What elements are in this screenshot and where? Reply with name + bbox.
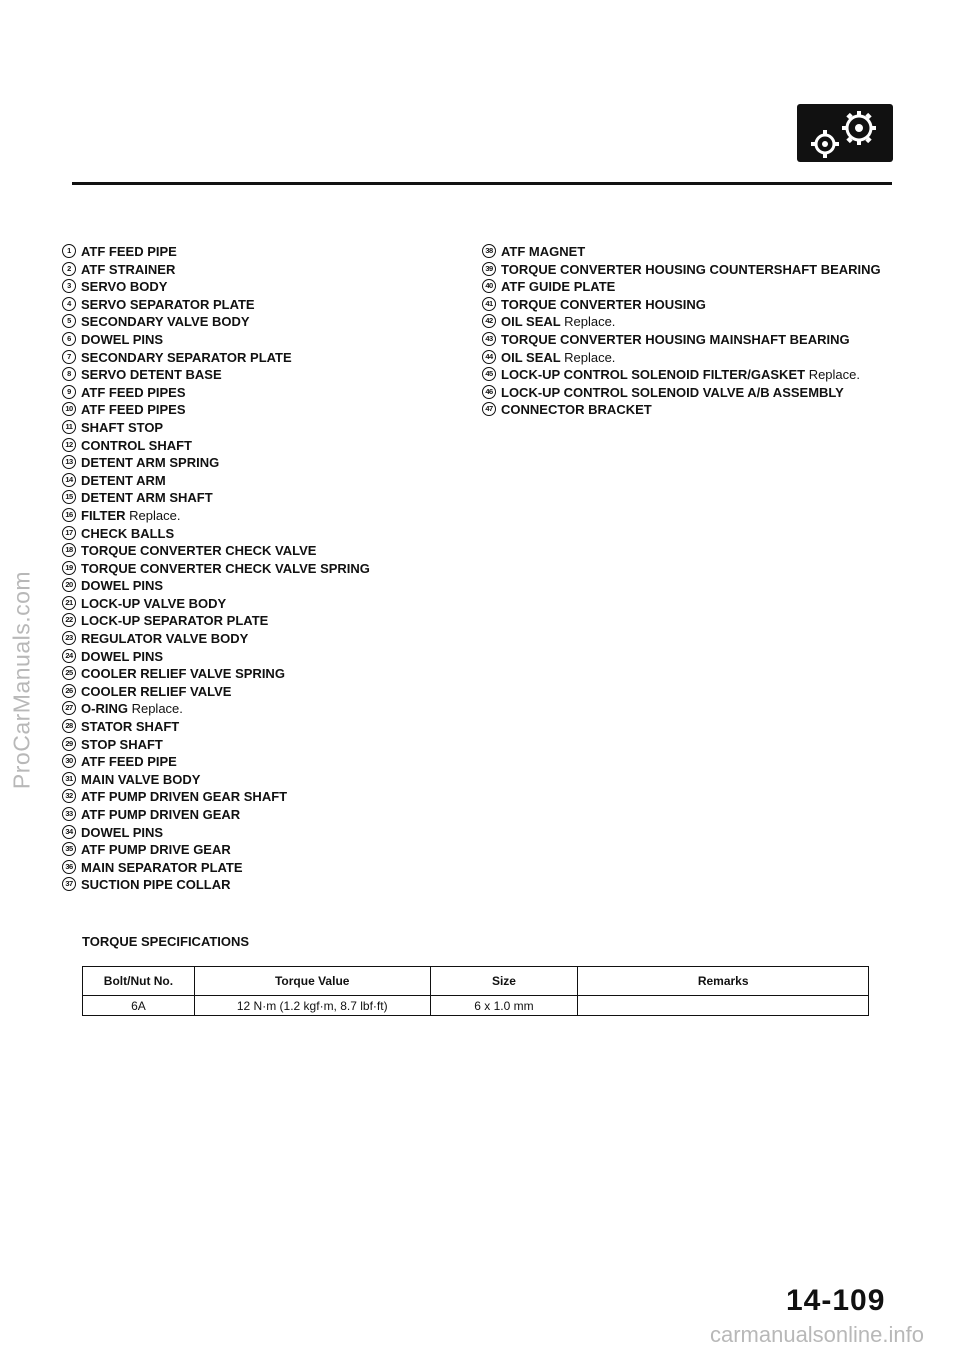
part-number-badge: 13 [62, 455, 76, 469]
list-item [62, 577, 462, 595]
list-item [62, 542, 462, 560]
list-item [62, 243, 462, 261]
part-entry [81, 859, 462, 877]
cell-torque-value: 12 N·m (1.2 kgf·m, 8.7 lbf·ft) [194, 996, 430, 1016]
part-entry [81, 261, 462, 279]
header-remarks: Remarks [578, 967, 869, 996]
part-number-badge: 28 [62, 719, 76, 733]
part-number-badge: 15 [62, 490, 76, 504]
list-item [62, 665, 462, 683]
part-entry [81, 577, 462, 595]
part-entry [501, 261, 902, 279]
list-item [62, 401, 462, 419]
part-number-badge: 3 [62, 279, 76, 293]
list-item [62, 525, 462, 543]
part-number-badge: 47 [482, 402, 496, 416]
part-entry [81, 824, 462, 842]
part-entry [501, 313, 902, 331]
list-item [482, 366, 902, 384]
list-item [62, 630, 462, 648]
list-item [62, 595, 462, 613]
part-entry [81, 278, 462, 296]
list-item [62, 296, 462, 314]
watermark-carmanualsonline: carmanualsonline.info [709, 1322, 924, 1347]
part-entry [501, 296, 902, 314]
part-entry [81, 313, 462, 331]
list-item [62, 841, 462, 859]
part-entry [81, 683, 462, 701]
list-item [62, 859, 462, 877]
part-entry [81, 700, 462, 718]
part-number-badge: 6 [62, 332, 76, 346]
list-item [482, 384, 902, 402]
list-item [62, 718, 462, 736]
part-name: ATF PUMP DRIVEN GEAR [81, 807, 241, 822]
part-name: DOWEL PINS [81, 648, 164, 664]
part-entry [81, 489, 462, 507]
list-item [62, 788, 462, 806]
part-name: ATF PUMP DRIVEN GEAR SHAFT [81, 789, 288, 805]
part-entry [81, 560, 462, 578]
part-note: Replace. [564, 314, 616, 330]
part-name: DOWEL PINS [81, 824, 164, 840]
part-name: SUCTION PIPE COLLAR [81, 877, 231, 893]
part-number-badge: 9 [62, 385, 76, 399]
part-name: O-RING [81, 701, 128, 717]
list-item [62, 384, 462, 402]
part-number-badge: 4 [62, 297, 76, 311]
part-name: CONNECTOR BRACKET [501, 402, 652, 418]
part-name: MAIN SEPARATOR PLATE [81, 859, 243, 875]
part-name: COOLER RELIEF VALVE [81, 683, 232, 699]
list-item [62, 736, 462, 754]
part-name: DETENT ARM [81, 472, 166, 488]
part-number-badge: 5 [62, 314, 76, 328]
list-item [482, 331, 902, 349]
part-entry [81, 401, 462, 419]
part-name: OIL SEAL [501, 314, 561, 330]
part-name: STATOR SHAFT [81, 719, 180, 735]
part-name: LOCK-UP CONTROL SOLENOID VALVE A/B ASSEMBLY [501, 384, 844, 400]
part-name: ATF STRAINER [81, 261, 176, 277]
watermark-procarmanuals: ProCarManuals.com [8, 570, 35, 790]
part-number-badge: 12 [62, 438, 76, 452]
list-item [62, 437, 462, 455]
part-number-badge: 11 [62, 420, 76, 434]
part-number-badge: 26 [62, 684, 76, 698]
part-name: TORQUE CONVERTER CHECK VALVE [81, 543, 317, 559]
list-item [62, 419, 462, 437]
part-number-badge: 43 [482, 332, 496, 346]
header-bolt-nut-no: Bolt/Nut No. [83, 967, 195, 996]
part-name: TORQUE CONVERTER HOUSING COUNTERSHAFT BEARING [501, 261, 881, 277]
part-name: ATF PUMP DRIVE GEAR [81, 842, 231, 858]
part-entry [81, 331, 462, 349]
part-name: SHAFT STOP [81, 419, 164, 435]
part-name: DETENT ARM SPRING [81, 455, 220, 471]
list-item [62, 683, 462, 701]
part-number-badge: 34 [62, 825, 76, 839]
part-entry [81, 612, 462, 630]
part-name: SECONDARY VALVE BODY [81, 314, 250, 330]
list-item [62, 560, 462, 578]
part-entry [81, 384, 462, 402]
part-number-badge: 29 [62, 737, 76, 751]
part-number-badge: 31 [62, 772, 76, 786]
part-number-badge: 33 [62, 807, 76, 821]
part-number-badge: 1 [62, 244, 76, 258]
part-entry [81, 349, 462, 367]
part-note: Replace. [808, 367, 860, 383]
header-rule [72, 182, 892, 185]
table-header-row [83, 967, 869, 996]
part-number-badge: 46 [482, 385, 496, 399]
part-name: CHECK BALLS [81, 525, 175, 541]
parts-list-right [482, 243, 902, 419]
part-note: Replace. [131, 701, 183, 717]
list-item [62, 331, 462, 349]
part-name: SERVO SEPARATOR PLATE [81, 296, 255, 312]
part-number-badge: 42 [482, 314, 496, 328]
part-entry [81, 296, 462, 314]
part-name: DOWEL PINS [81, 331, 164, 347]
part-number-badge: 27 [62, 701, 76, 715]
page-number: 14-109 [786, 1284, 886, 1317]
list-item [62, 876, 462, 894]
part-entry [81, 419, 462, 437]
list-item [482, 349, 902, 367]
list-item [62, 612, 462, 630]
list-item [62, 261, 462, 279]
part-name: TORQUE CONVERTER HOUSING MAINSHAFT BEARING [501, 331, 850, 347]
part-name: ATF GUIDE PLATE [501, 279, 616, 295]
list-item [62, 806, 462, 824]
cell-bolt-nut-no: 6A [83, 996, 195, 1016]
header-size: Size [430, 967, 578, 996]
part-name: ATF FEED PIPES [81, 384, 186, 400]
part-entry [501, 278, 902, 296]
part-number-badge: 19 [62, 561, 76, 575]
list-item [62, 507, 462, 525]
part-number-badge: 23 [62, 631, 76, 645]
part-entry [81, 648, 462, 666]
part-entry [501, 331, 902, 349]
list-item [62, 753, 462, 771]
part-entry [81, 525, 462, 543]
part-entry [81, 595, 462, 613]
part-name: ATF FEED PIPE [81, 244, 177, 259]
list-item [62, 278, 462, 296]
part-entry [501, 401, 902, 419]
list-item [62, 472, 462, 490]
list-item [482, 313, 902, 331]
part-number-badge: 30 [62, 754, 76, 768]
part-entry [81, 718, 462, 736]
part-name: LOCK-UP VALVE BODY [81, 595, 227, 611]
part-number-badge: 22 [62, 613, 76, 627]
list-item [62, 824, 462, 842]
list-item [62, 489, 462, 507]
part-entry [81, 507, 462, 525]
part-number-badge: 37 [62, 877, 76, 891]
list-item [62, 648, 462, 666]
cell-remarks [578, 996, 869, 1016]
list-item [62, 454, 462, 472]
list-item [482, 243, 902, 261]
part-number-badge: 2 [62, 262, 76, 276]
part-name: STOP SHAFT [81, 736, 163, 752]
part-entry [81, 454, 462, 472]
part-entry [501, 384, 902, 402]
part-name: LOCK-UP CONTROL SOLENOID FILTER/GASKET [501, 367, 806, 383]
part-number-badge: 39 [482, 262, 496, 276]
part-name: SECONDARY SEPARATOR PLATE [81, 349, 292, 365]
part-name: COOLER RELIEF VALVE SPRING [81, 666, 285, 682]
part-entry [81, 243, 462, 261]
part-entry [81, 788, 462, 806]
table-row [83, 996, 869, 1016]
header-torque-value: Torque Value [194, 967, 430, 996]
part-name: FILTER [81, 507, 126, 523]
part-entry [81, 753, 462, 771]
part-name: OIL SEAL [501, 349, 561, 365]
part-entry [501, 243, 902, 261]
part-name: CONTROL SHAFT [81, 437, 192, 453]
torque-spec-table [82, 966, 869, 1016]
list-item [62, 366, 462, 384]
part-entry [501, 349, 902, 367]
part-entry [81, 771, 462, 789]
part-number-badge: 24 [62, 649, 76, 663]
part-number-badge: 18 [62, 543, 76, 557]
part-number-badge: 38 [482, 244, 496, 258]
part-entry [81, 472, 462, 490]
part-name: LOCK-UP SEPARATOR PLATE [81, 613, 269, 629]
part-number-badge: 14 [62, 473, 76, 487]
part-name: ATF FEED PIPE [81, 754, 177, 770]
part-number-badge: 21 [62, 596, 76, 610]
parts-list-left [62, 243, 462, 894]
part-entry [81, 806, 462, 824]
part-note: Replace. [129, 507, 181, 523]
part-number-badge: 16 [62, 508, 76, 522]
list-item [482, 296, 902, 314]
part-name: ATF FEED PIPES [81, 402, 186, 418]
part-name: TORQUE CONVERTER CHECK VALVE SPRING [81, 560, 370, 576]
list-item [482, 278, 902, 296]
part-number-badge: 45 [482, 367, 496, 381]
cell-size: 6 x 1.0 mm [430, 996, 578, 1016]
part-name: REGULATOR VALVE BODY [81, 631, 249, 647]
part-number-badge: 35 [62, 842, 76, 856]
part-entry [81, 736, 462, 754]
list-item [482, 261, 902, 279]
list-item [62, 771, 462, 789]
part-note: Replace. [564, 349, 616, 365]
part-name: MAIN VALVE BODY [81, 771, 201, 787]
part-number-badge: 36 [62, 860, 76, 874]
torque-spec-title: TORQUE SPECIFICATIONS [82, 934, 250, 949]
part-entry [81, 630, 462, 648]
list-item [62, 700, 462, 718]
part-name: DETENT ARM SHAFT [81, 490, 213, 506]
part-entry [81, 437, 462, 455]
part-number-badge: 25 [62, 666, 76, 680]
list-item [482, 401, 902, 419]
part-name: SERVO BODY [81, 279, 168, 295]
part-name: DOWEL PINS [81, 578, 164, 594]
part-entry [81, 876, 462, 894]
part-number-badge: 32 [62, 789, 76, 803]
part-number-badge: 7 [62, 350, 76, 364]
list-item [62, 313, 462, 331]
part-number-badge: 40 [482, 279, 496, 293]
transmission-gears-icon [797, 104, 893, 162]
part-entry [81, 841, 462, 859]
part-number-badge: 20 [62, 578, 76, 592]
part-number-badge: 41 [482, 297, 496, 311]
part-entry [501, 366, 902, 384]
part-number-badge: 8 [62, 367, 76, 381]
part-number-badge: 10 [62, 402, 76, 416]
part-name: TORQUE CONVERTER HOUSING [501, 296, 706, 312]
part-entry [81, 366, 462, 384]
part-name: ATF MAGNET [501, 244, 586, 259]
part-number-badge: 44 [482, 350, 496, 364]
part-entry [81, 665, 462, 683]
part-entry [81, 542, 462, 560]
list-item [62, 349, 462, 367]
part-name: SERVO DETENT BASE [81, 367, 222, 383]
part-number-badge: 17 [62, 526, 76, 540]
